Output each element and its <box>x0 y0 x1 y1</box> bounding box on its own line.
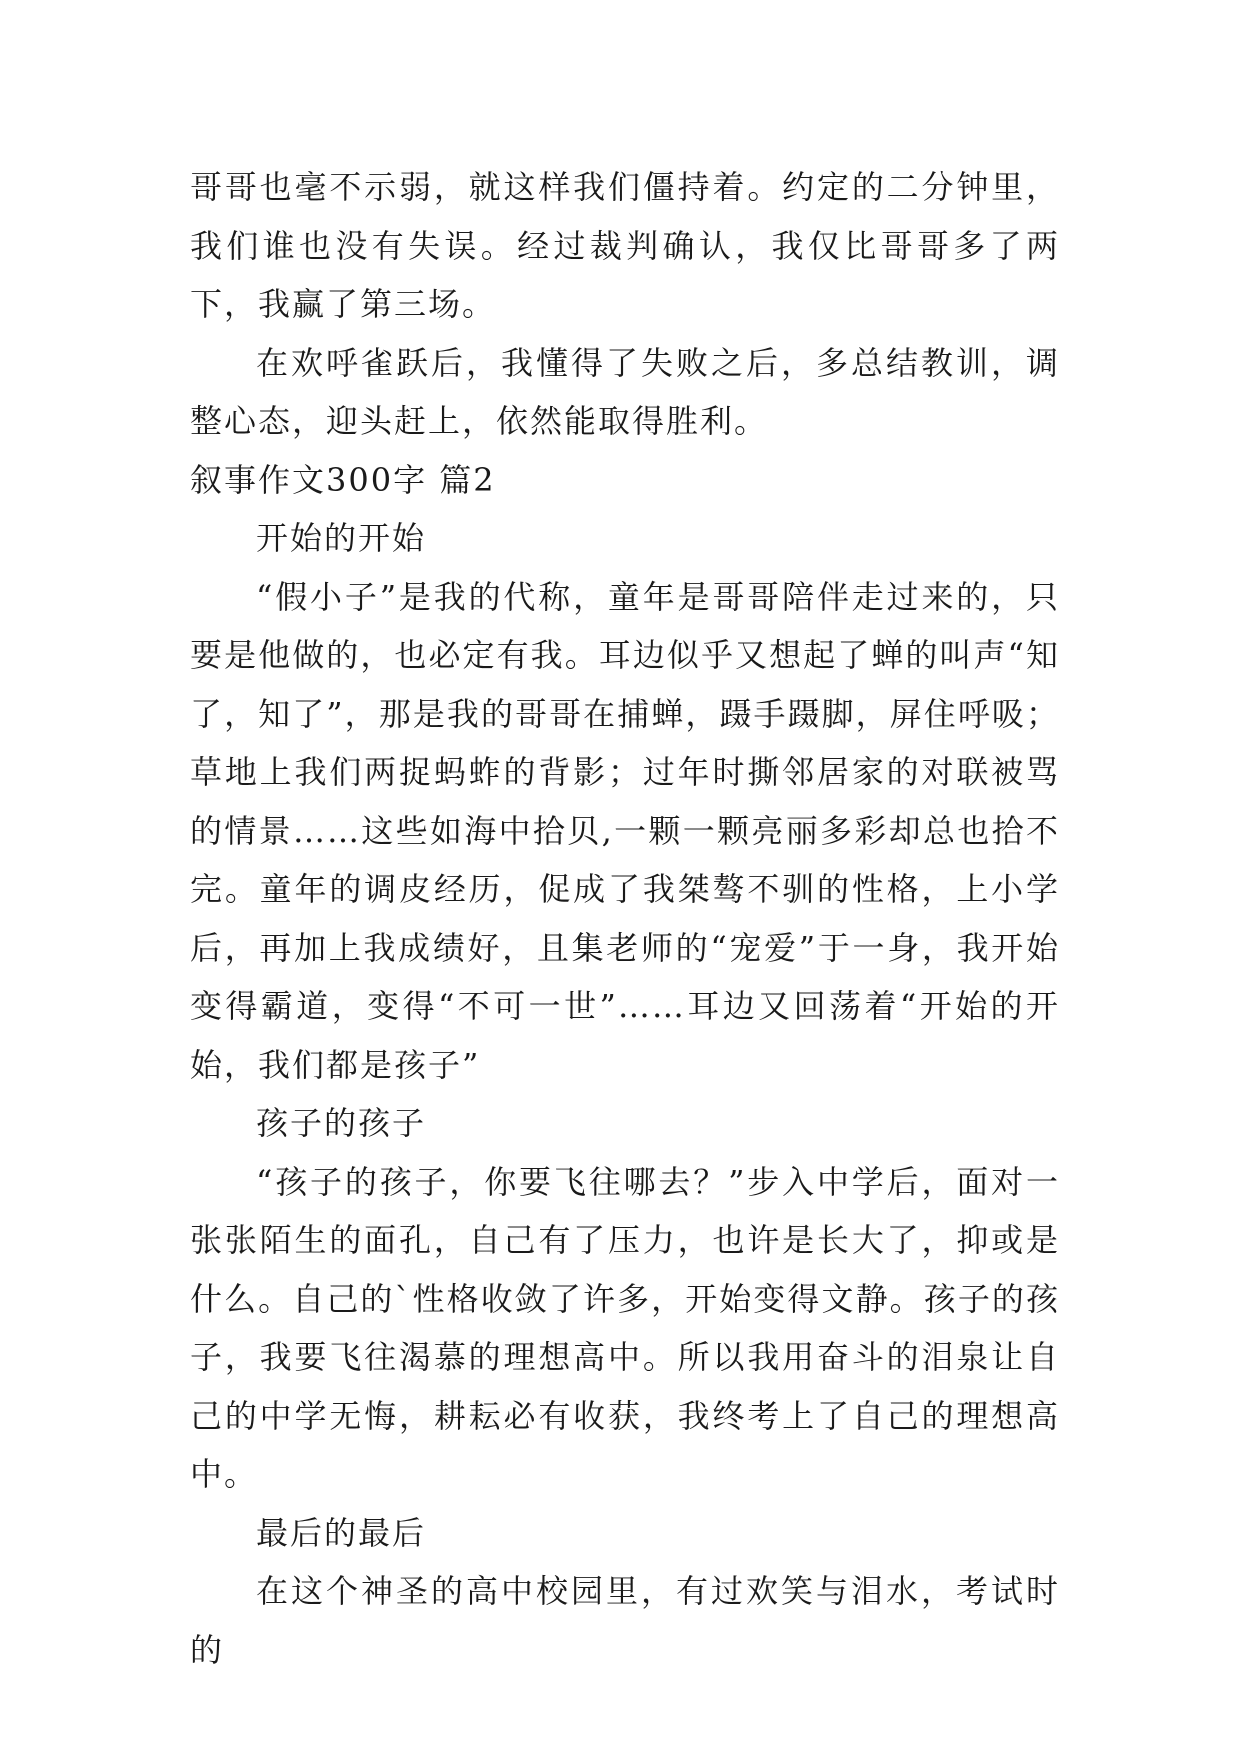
paragraph-5: 在这个神圣的高中校园里，有过欢笑与泪水，考试时的 <box>190 1572 1060 1669</box>
subheading-2: 孩子的孩子 <box>256 1104 427 1142</box>
subheading-1: 开始的开始 <box>256 519 427 557</box>
section-heading: 叙事作文300字 篇2 <box>190 460 496 499</box>
subheading-3: 最后的最后 <box>256 1513 427 1552</box>
document-body <box>190 158 1060 1679</box>
paragraph-2: 在欢呼雀跃后，我懂得了失败之后，多总结教训，调整心态，迎头赶上，依然能取得胜利。 <box>190 343 1060 440</box>
paragraph-4: “孩子的孩子，你要飞往哪去？”步入中学后，面对一张张陌生的面孔，自己有了压力，也许是长大了，抑或是什么。自己的`性格收敛了许多，开始变得文静。孩子的孩子，我要飞往渴慕的理想高中。所以我用奋斗的泪泉让自己的中学无悔，耕耘必有收获，我终考上了自己的理想高中。 <box>190 1162 1060 1493</box>
paragraph-1: 哥哥也毫不示弱，就这样我们僵持着。约定的二分钟里，我们谁也没有失误。经过裁判确认，我仅比哥哥多了两下，我赢了第三场。 <box>190 168 1060 323</box>
paragraph-3: “假小子”是我的代称，童年是哥哥陪伴走过来的，只要是他做的，也必定有我。耳边似乎又想起了蝉的叫声“知了，知了”，那是我的哥哥在捕蝉，蹑手蹑脚，屏住呼吸；草地上我们两捉蚂蚱的背影；过年时撕邻居家的对联被骂的情景……这些如海中拾贝,一颗一颗亮丽多彩却总也拾不完。童年的调皮经历，促成了我桀骜不驯的性格，上小学后，再加上我成绩好，且集老师的“宠爱”于一身，我开始变得霸道，变得“不可一世”……耳边又回荡着“开始的开始，我们都是孩子” <box>190 577 1060 1084</box>
